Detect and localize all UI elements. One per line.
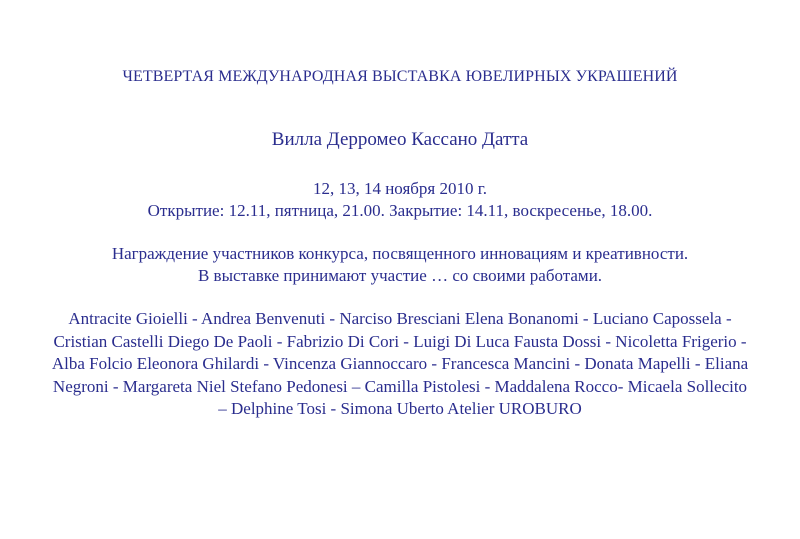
exhibition-title: ЧЕТВЕРТАЯ МЕЖДУНАРОДНАЯ ВЫСТАВКА ЮВЕЛИРНЫХ УКРАШЕНИЙ	[122, 68, 678, 85]
participants-list: Antracite Gioielli - Andrea Benvenuti - Narciso Bresciani Elena Bonanomi - Luciano Capossela - Cristian Castelli Diego De Paoli - Fabrizio Di Cori - Luigi Di Luca Fausta Dossi - Nicoletta Frigerio - Alba Folcio Eleonora Ghilardi - Vincenza Giannoccaro - Francesca Mancini - Donata Mapelli - Eliana Negroni - Margareta Niel Stefano Pedonesi – Camilla Pistolesi - Maddalena Rocco- Micaela Sollecito – Delphine Tosi - Simona Uberto Atelier UROBURO	[51, 309, 749, 418]
award-note: Награждение участников конкурса, посвященного инновациям и креативности.	[111, 244, 689, 263]
exhibition-dates: 12, 13, 14 ноября 2010 г.	[312, 179, 488, 198]
opening-closing-times: Открытие: 12.11, пятница, 21.00. Закрытие: 14.11, воскресенье, 18.00.	[147, 201, 653, 220]
participation-note: В выставке принимают участие … со своими работами.	[197, 266, 603, 285]
venue-name: Вилла Дерромео Кассано Датта	[271, 129, 529, 150]
